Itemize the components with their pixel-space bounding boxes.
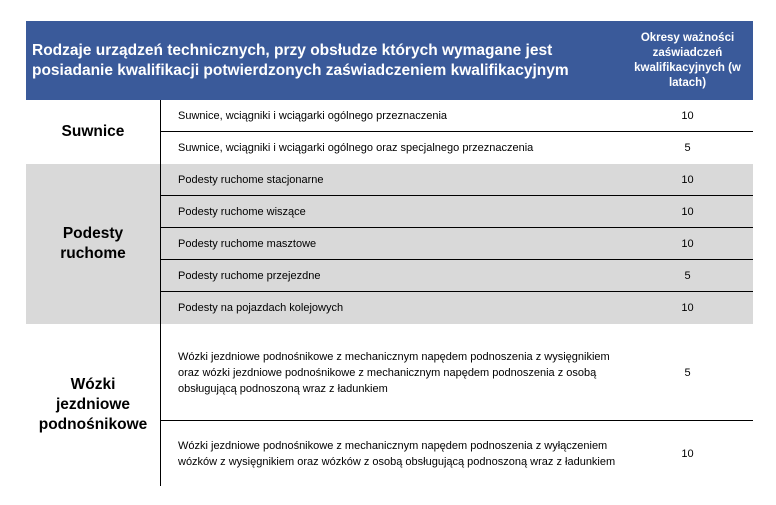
row-description: Suwnice, wciągniki i wciągarki ogólnego przeznaczenia	[178, 110, 448, 122]
table-row	[161, 421, 753, 486]
table-row	[161, 196, 753, 228]
row-years: 5	[684, 366, 691, 379]
group-suwnice	[26, 100, 753, 164]
category-label: Suwnice	[61, 123, 125, 140]
table-row	[161, 100, 753, 132]
row-years: 5	[684, 270, 691, 282]
row-years: 10	[681, 110, 694, 122]
table-row	[161, 132, 753, 164]
row-description: Podesty na pojazdach kolejowych	[178, 302, 344, 314]
row-description: Podesty ruchome wiszące	[178, 206, 306, 218]
row-description: Podesty ruchome przejezdne	[178, 270, 321, 282]
row-description: Podesty ruchome masztowe	[178, 238, 317, 250]
table-row	[161, 164, 753, 196]
row-description: Wózki jezdniowe podnośnikowe z mechanicznym napędem podnoszenia z wysięgnikiem oraz wózki jezdniowe podnośnikowe z mechanicznym napędem podnoszenia z osobą obsługującą podnoszoną wraz z ładunkiem	[178, 350, 610, 395]
table-header	[26, 21, 753, 100]
row-years: 10	[681, 302, 694, 314]
category-label: Podesty ruchome	[60, 225, 126, 262]
group-wozki-jezdniowe	[26, 324, 753, 486]
row-description: Podesty ruchome stacjonarne	[178, 174, 324, 186]
row-years: 10	[681, 447, 694, 460]
table-row	[161, 292, 753, 324]
row-years: 5	[684, 142, 691, 154]
row-years: 10	[681, 206, 694, 218]
group-podesty-ruchome	[26, 164, 753, 324]
category-label: Wózki jezdniowe podnośnikowe	[38, 376, 148, 433]
row-years: 10	[681, 238, 694, 250]
row-description: Suwnice, wciągniki i wciągarki ogólnego oraz specjalnego przeznaczenia	[178, 142, 534, 154]
row-years: 10	[681, 174, 694, 186]
header-title: Rodzaje urządzeń technicznych, przy obsłudze których wymagane jest posiadanie kwalifikacji potwierdzonych zaświadczeniem kwalifikacyjnym	[32, 41, 569, 79]
header-validity-column: Okresy ważności zaświadczeń kwalifikacyjnych (w latach)	[634, 31, 741, 89]
row-description: Wózki jezdniowe podnośnikowe z mechanicznym napędem podnoszenia z wyłączeniem wózków z wysięgnikiem oraz wózków z osobą obsługującą podnoszoną wraz z ładunkiem	[178, 439, 616, 468]
table-row	[161, 260, 753, 292]
table-row	[161, 324, 753, 421]
table-row	[161, 228, 753, 260]
